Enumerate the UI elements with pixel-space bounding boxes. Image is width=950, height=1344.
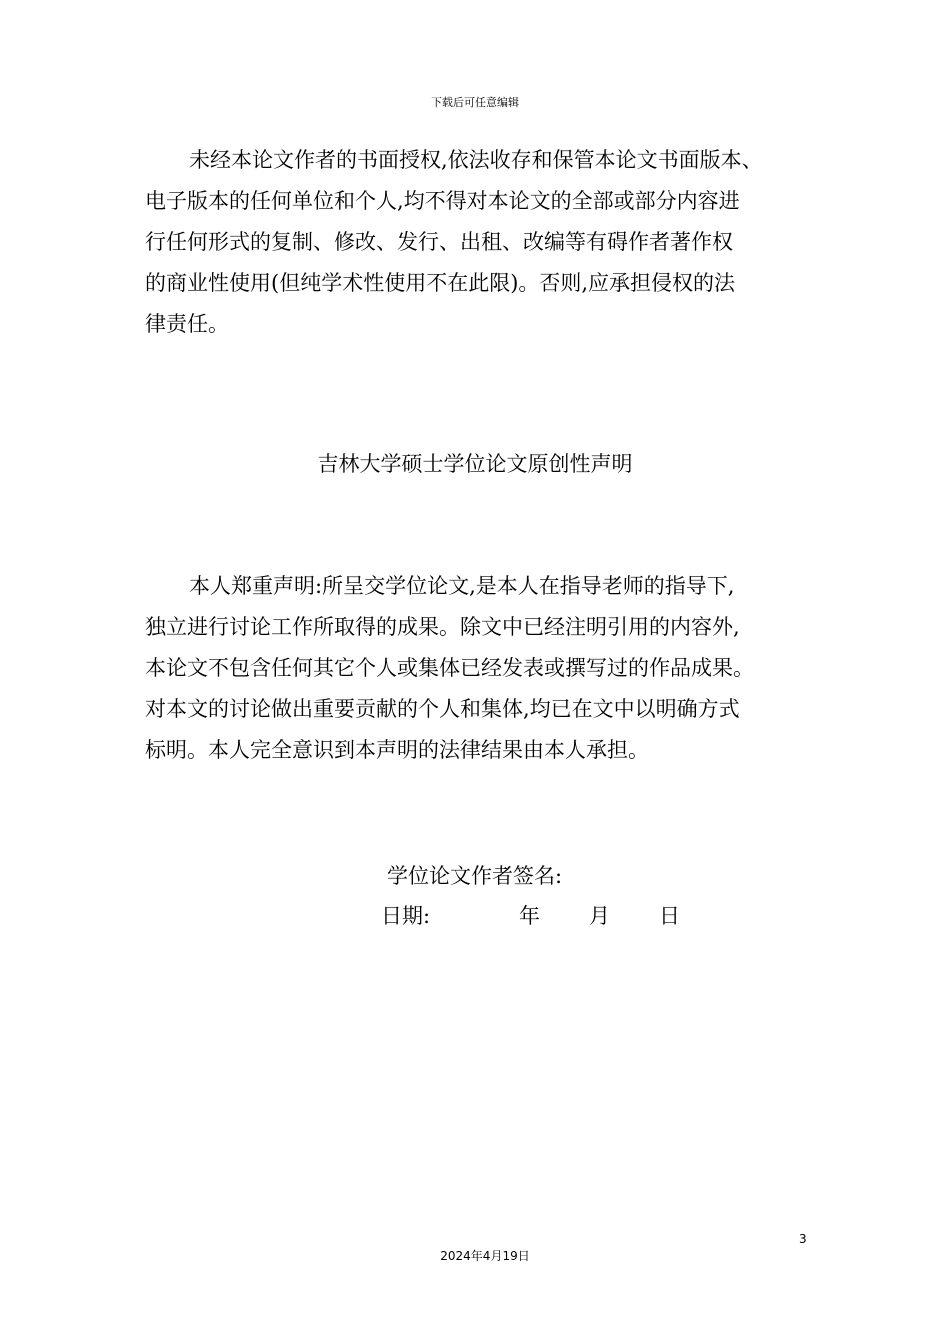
page-number: 3	[799, 1232, 807, 1246]
declaration-title: 吉林大学硕士学位论文原创性声明	[317, 452, 633, 476]
paragraph-line: 未经本论文作者的书面授权,依法收存和保管本论文书面版本、	[189, 148, 763, 172]
author-signature-label: 学位论文作者签名:	[387, 864, 563, 888]
header-note: 下载后可任意编辑	[431, 96, 519, 109]
month-label: 月	[589, 904, 610, 928]
paragraph-line: 电子版本的任何单位和个人,均不得对本论文的全部或部分内容进	[145, 189, 740, 213]
paragraph-line: 本论文不包含任何其它个人或集体已经发表或撰写过的作品成果。	[145, 656, 754, 680]
day-label: 日	[659, 904, 680, 928]
paragraph-line: 标明。本人完全意识到本声明的法律结果由本人承担。	[145, 738, 649, 762]
paragraph-line: 的商业性使用(但纯学术性使用不在此限)。否则,应承担侵权的法	[145, 271, 736, 295]
paragraph-line: 本人郑重声明:所呈交学位论文,是本人在指导老师的指导下,	[189, 574, 735, 598]
paragraph-line: 行任何形式的复制、修改、发行、出租、改编等有碍作者著作权	[145, 230, 733, 254]
paragraph-line: 律责任。	[145, 312, 229, 336]
paragraph-line: 独立进行讨论工作所取得的成果。除文中已经注明引用的内容外,	[145, 615, 740, 639]
date-label: 日期:	[381, 904, 431, 928]
paragraph-line: 对本文的讨论做出重要贡献的个人和集体,均已在文中以明确方式	[145, 697, 740, 721]
footer-date: 2024年4月19日	[440, 1249, 530, 1263]
declaration-paragraph	[145, 566, 845, 771]
copyright-paragraph	[145, 140, 845, 345]
year-label: 年	[519, 904, 540, 928]
